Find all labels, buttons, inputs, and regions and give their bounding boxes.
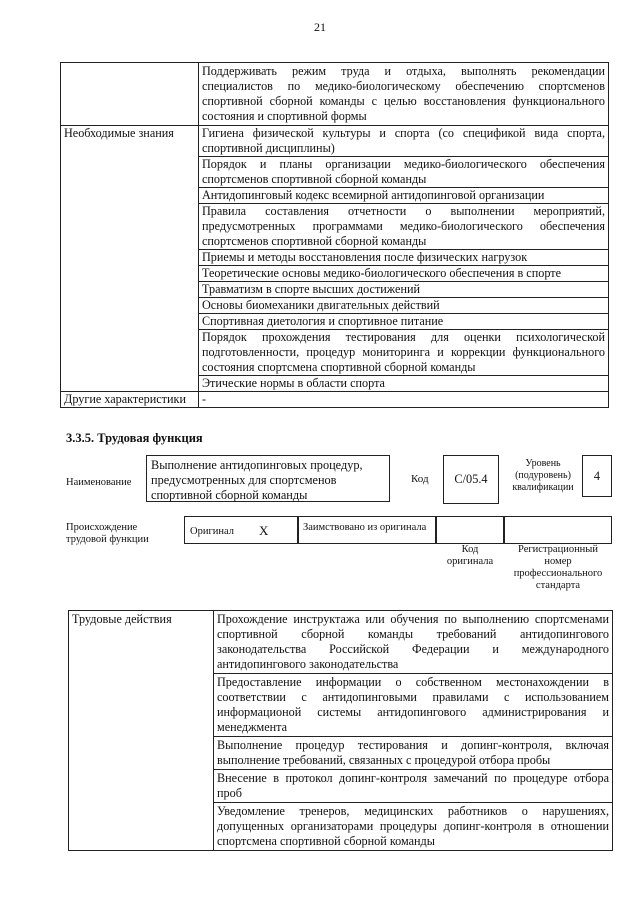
original-label: Оригинал — [190, 526, 234, 537]
labor-action-item: Внесение в протокол допинг-контроля замечаний по процедуре отбора проб — [214, 770, 613, 803]
knowledge-item: Порядок и планы организации медико-биологического обеспечения спортсменов спортивной сборной команды — [199, 157, 609, 188]
labor-action-item: Уведомление тренеров, медицинских работников о нарушениях, допущенных организаторами процедуры допинг-контроля в отношении спортсмена спортивной сборной команды — [214, 803, 613, 851]
code-value: C/05.4 — [454, 472, 488, 486]
table-row — [61, 392, 609, 408]
code-original-label: Код оригинала — [446, 544, 494, 567]
labor-actions-table — [68, 610, 613, 851]
knowledge-item: Травматизм в спорте высших достижений — [199, 282, 609, 298]
origin-label: Происхождение трудовой функции — [66, 522, 149, 545]
labor-action-item: Прохождение инструктажа или обучения по выполнению спортсменами спортивной сборной команды требований антидопингового законодательства Российской Федерации и международного антидопингового законодательства — [214, 611, 613, 674]
original-mark: X — [259, 523, 269, 538]
knowledge-item: Правила составления отчетности о выполнении мероприятий, предусмотренных программами медико-биологического обеспечения спортсменов спортивной сборной команды — [199, 204, 609, 250]
reg-number-box — [504, 516, 612, 544]
knowledge-item: Основы биомеханики двигательных действий — [199, 298, 609, 314]
knowledge-item: Теоретические основы медико-биологического обеспечения в спорте — [199, 266, 609, 282]
table-row — [61, 126, 609, 157]
table-row — [69, 611, 613, 674]
function-name-box — [146, 455, 390, 502]
labor-action-item: Предоставление информации о собственном местонахождении в соответствии с антидопинговыми правилами с использованием информационой системы антидопингового администрирования и менеджмента — [214, 674, 613, 737]
knowledge-item: Приемы и методы восстановления после физических нагрузок — [199, 250, 609, 266]
work-rest-item: Поддерживать режим труда и отдыха, выполнять рекомендации специалистов по медико-биологическому обеспечению спортсменов спортивной сборной команды с целью восстановления функционального состояния и спортивной формы — [199, 63, 609, 126]
competency-table — [60, 62, 609, 408]
page-number: 21 — [314, 20, 326, 34]
other-characteristics-value: - — [199, 392, 609, 408]
labor-actions-label: Трудовые действия — [69, 611, 214, 851]
reg-number-label: Регистрационный номер профессионального стандарта — [513, 544, 603, 591]
name-label: Наименование — [66, 477, 132, 488]
table-row — [61, 63, 609, 126]
labor-action-item: Выполнение процедур тестирования и допинг-контроля, включая выполнение требований, связанных с процедурой отбора пробы — [214, 737, 613, 770]
knowledge-item: Этические нормы в области спорта — [199, 376, 609, 392]
level-box — [582, 455, 612, 497]
code-box — [443, 455, 499, 504]
knowledge-item: Гигиена физической культуры и спорта (со спецификой вида спорта, спортивной дисциплины) — [199, 126, 609, 157]
empty-label-cell — [61, 63, 199, 126]
knowledge-label: Необходимые знания — [61, 126, 199, 392]
knowledge-item: Порядок прохождения тестирования для оценки психологической подготовленности, процедур мониторинга и коррекции функционального состояния спортсмена спортивной сборной команды — [199, 330, 609, 376]
original-box — [184, 516, 298, 544]
borrowed-box — [298, 516, 436, 544]
level-value: 4 — [593, 468, 601, 483]
other-characteristics-label: Другие характеристики — [61, 392, 199, 408]
section-title: 3.3.5. Трудовая функция — [66, 431, 203, 445]
code-original-box — [436, 516, 504, 544]
knowledge-item: Антидопинговый кодекс всемирной антидопинговой организации — [199, 188, 609, 204]
borrowed-label: Заимствовано из оригинала — [303, 522, 427, 533]
knowledge-item: Спортивная диетология и спортивное питание — [199, 314, 609, 330]
code-label: Код — [411, 473, 429, 485]
level-label: Уровень (подуровень) квалификации — [512, 458, 574, 493]
function-name-value: Выполнение антидопинговых процедур, предусмотренных для спортсменов спортивной сборной команды — [151, 458, 363, 502]
